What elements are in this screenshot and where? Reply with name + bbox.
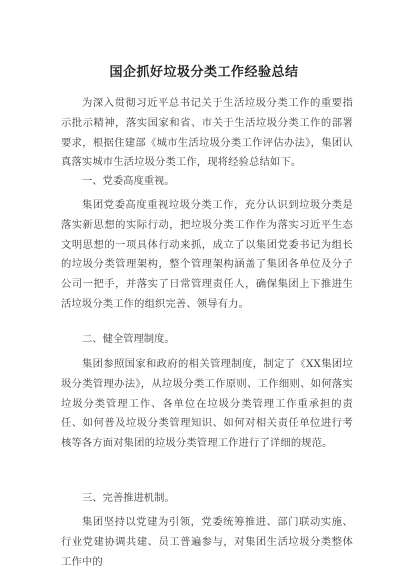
section-2-heading: 二、健全管理制度。 <box>82 333 175 345</box>
section-3-paragraph: 集团坚持以党建为引领，党委统筹推进、部门联动实施、行业党建协调共建、员工普遍参与，对集团生活垃圾分类整体工作中的 <box>61 516 353 568</box>
section-3-heading: 三、完善推进机制。 <box>82 492 175 504</box>
section-1-heading: 一、党委高度重视。 <box>82 175 175 187</box>
section-2-paragraph: 集团参照国家和政府的相关管理制度，制定了《XX集团垃圾分类管理办法》，从垃圾分类工作原则、工作细则、如何落实垃圾分类管理工作、各单位在垃圾分类管理工作重承担的责任、如何普及垃圾分类管理知识、如何对相关责任单位进行考核等各方面对集团的垃圾分类管理工作进行了详细的规范。 <box>61 358 353 450</box>
intro-paragraph: 为深入贯彻习近平总书记关于生活垃圾分类工作的重要指示批示精神，落实国家和省、市关于生活垃圾分类工作的部署要求，根据住建部《城市生活垃圾分类工作评估办法》，集团认真落实城市生活垃圾分类工作，现将经验总结如下。 <box>61 97 353 169</box>
section-1-paragraph: 集团党委高度重视垃圾分类工作，充分认识到垃圾分类是落实新思想的实际行动，把垃圾分类工作作为落实习近平生态文明思想的一项具体行动来抓，成立了以集团党委书记为组长的垃圾分类管理架构，整个管理架构涵盖了集团各单位及分子公司一把手，并落实了日常管理责任人，确保集团上下推进生活垃圾分类工作的组织完善、领导有力。 <box>61 199 353 310</box>
document-title: 国企抓好垃圾分类工作经验总结 <box>109 65 299 80</box>
